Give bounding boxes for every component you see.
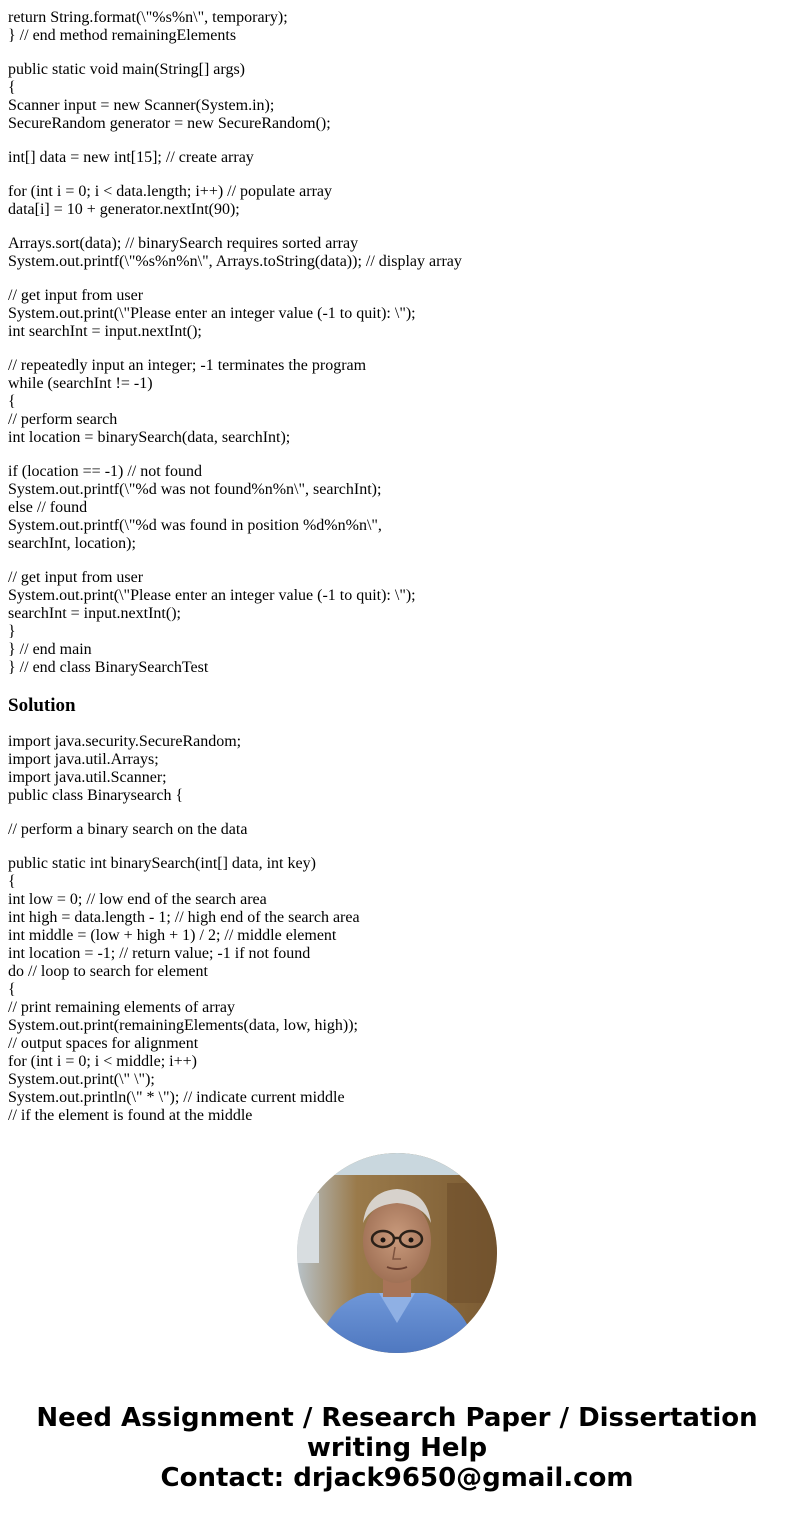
code-line: while (searchInt != -1)	[8, 375, 153, 392]
promo-line-1: Need Assignment / Research Paper / Dissertation	[36, 1403, 758, 1433]
code-line: else // found	[8, 499, 88, 516]
code-paragraph	[8, 183, 788, 219]
code-line: }	[8, 623, 16, 640]
code-line: for (int i = 0; i < data.length; i++) // populate array	[8, 183, 333, 200]
code-line: } // end class BinarySearchTest	[8, 659, 209, 676]
code-line: // get input from user	[8, 569, 144, 586]
code-line: import java.security.SecureRandom;	[8, 733, 242, 750]
code-line: int location = -1; // return value; -1 if not found	[8, 945, 311, 962]
code-line: int location = binarySearch(data, searchInt);	[8, 429, 291, 446]
code-line: SecureRandom generator = new SecureRandom();	[8, 115, 331, 132]
code-line: // get input from user	[8, 287, 144, 304]
code-line: System.out.print(\"Please enter an integer value (-1 to quit): \");	[8, 305, 416, 322]
code-line: // perform search	[8, 411, 118, 428]
code-line: // output spaces for alignment	[8, 1035, 199, 1052]
code-line: // if the element is found at the middle	[8, 1107, 253, 1122]
code-paragraph	[8, 61, 788, 133]
tutor-avatar	[297, 1153, 497, 1353]
code-paragraph	[8, 733, 788, 805]
solution-heading: Solution	[8, 695, 76, 716]
promo-banner	[0, 1403, 794, 1493]
code-line: int middle = (low + high + 1) / 2; // middle element	[8, 927, 337, 944]
code-line: } // end method remainingElements	[8, 27, 237, 44]
code-paragraph	[8, 149, 788, 167]
code-line: public static void main(String[] args)	[8, 61, 245, 78]
code-line: searchInt = input.nextInt();	[8, 605, 181, 622]
code-paragraph	[8, 463, 788, 553]
code-line: Scanner input = new Scanner(System.in);	[8, 97, 275, 114]
code-line: // perform a binary search on the data	[8, 821, 248, 838]
promo-line-2: writing Help	[306, 1433, 488, 1463]
code-paragraph	[8, 287, 788, 341]
code-paragraph	[8, 235, 788, 271]
code-line: // print remaining elements of array	[8, 999, 236, 1016]
code-line: int[] data = new int[15]; // create array	[8, 149, 254, 166]
code-line: data[i] = 10 + generator.nextInt(90);	[8, 201, 240, 218]
code-line: System.out.printf(\"%s%n%n\", Arrays.toString(data)); // display array	[8, 253, 462, 270]
promo-contact: Contact: drjack9650@gmail.com	[160, 1463, 634, 1493]
question-code	[8, 9, 788, 677]
code-line: {	[8, 981, 16, 998]
code-line: System.out.printf(\"%d was found in position %d%n%n\",	[8, 517, 382, 534]
code-line: for (int i = 0; i < middle; i++)	[8, 1053, 197, 1070]
code-line: do // loop to search for element	[8, 963, 208, 980]
code-paragraph	[8, 855, 788, 1122]
code-line: public class Binarysearch {	[8, 787, 184, 804]
code-paragraph	[8, 357, 788, 447]
code-line: int low = 0; // low end of the search area	[8, 891, 267, 908]
code-line: System.out.print(\" \");	[8, 1071, 155, 1088]
code-line: import java.util.Arrays;	[8, 751, 159, 768]
code-line: return String.format(\"%s%n\", temporary);	[8, 9, 288, 26]
code-line: {	[8, 873, 16, 890]
code-paragraph	[8, 569, 788, 677]
code-line: // repeatedly input an integer; -1 terminates the program	[8, 357, 367, 374]
solution-code	[8, 733, 788, 1122]
code-paragraph	[8, 9, 788, 45]
code-line: {	[8, 79, 16, 96]
code-line: System.out.print(\"Please enter an integer value (-1 to quit): \");	[8, 587, 416, 604]
code-line: int high = data.length - 1; // high end of the search area	[8, 909, 360, 926]
code-line: public static int binarySearch(int[] data, int key)	[8, 855, 316, 872]
code-line: if (location == -1) // not found	[8, 463, 203, 480]
code-paragraph	[8, 821, 788, 839]
code-line: int searchInt = input.nextInt();	[8, 323, 202, 340]
code-line: Arrays.sort(data); // binarySearch requires sorted array	[8, 235, 359, 252]
code-line: } // end main	[8, 641, 92, 658]
tutor-photo-image	[297, 1153, 497, 1353]
code-line: import java.util.Scanner;	[8, 769, 167, 786]
code-line: searchInt, location);	[8, 535, 136, 552]
document-content	[8, 9, 788, 1122]
code-line: System.out.print(remainingElements(data, low, high));	[8, 1017, 358, 1034]
code-line: System.out.println(\" * \"); // indicate current middle	[8, 1089, 345, 1106]
code-line: {	[8, 393, 16, 410]
code-line: System.out.printf(\"%d was not found%n%n\", searchInt);	[8, 481, 382, 498]
